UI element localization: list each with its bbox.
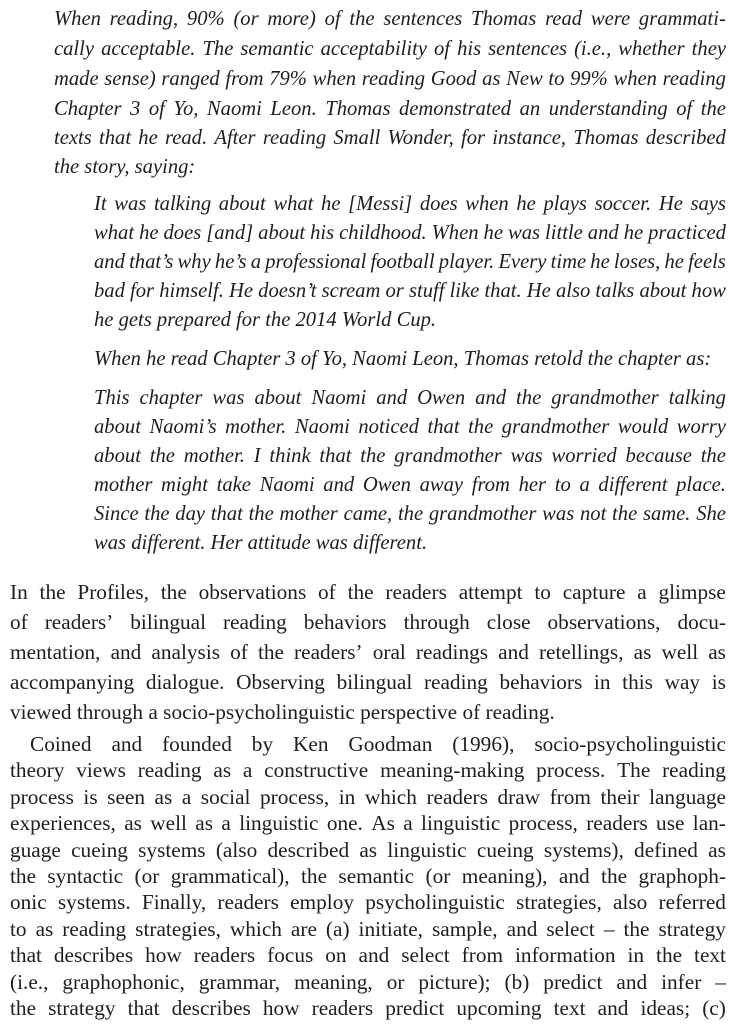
quote-line: This chapter was about Naomi and Owen and the grandmother talking [94, 387, 726, 409]
text-line: the story, saying: [54, 156, 196, 178]
text-line: Chapter 3 of Yo, Naomi Leon. Thomas demonstrated an understanding of the [54, 98, 726, 120]
text-line: mentation, and analysis of the readers’ oral readings and retellings, as well as [10, 640, 726, 664]
text-line: In the Profiles, the observations of the readers attempt to capture a glimpse [10, 580, 726, 604]
quote-line: he gets prepared for the 2014 World Cup. [94, 309, 437, 331]
quote-line: about the mother. I think that the grandmother was worried because the [94, 445, 726, 467]
text-line: experiences, as well as a linguistic one. As a linguistic process, readers use lan- [10, 811, 726, 835]
transition-line: When he read Chapter 3 of Yo, Naomi Leon, Thomas retold the chapter as: [94, 348, 712, 370]
quote-line: It was talking about what he [Messi] does when he plays soccer. He says [94, 193, 726, 215]
text-line: the strategy that describes how readers predict upcoming text and ideas; (c) [10, 996, 726, 1020]
quote-line: and that’s why he’s a professional football player. Every time he loses, he feels [94, 251, 726, 273]
text-line: onic systems. Finally, readers employ psycholinguistic strategies, also referred [10, 890, 726, 914]
text-line: (i.e., graphophonic, grammar, meaning, or picture); (b) predict and infer – [10, 970, 726, 994]
quote-line: about Naomi’s mother. Naomi noticed that the grandmother would worry [94, 416, 726, 438]
text-line: Coined and founded by Ken Goodman (1996), socio-psycholinguistic [30, 732, 726, 756]
quote-line: what he does [and] about his childhood. When he was little and he practiced [94, 222, 726, 244]
quote-line: bad for himself. He doesn’t scream or stuff like that. He also talks about how [94, 280, 726, 302]
text-line: texts that he read. After reading Small Wonder, for instance, Thomas described [54, 127, 726, 149]
text-line: of readers’ bilingual reading behaviors through close observations, docu- [10, 610, 726, 634]
text-line: the syntactic (or grammatical), the semantic (or meaning), and the graphoph- [10, 864, 726, 888]
quote-line: mother might take Naomi and Owen away from her to a different place. [94, 474, 726, 496]
text-line: to as reading strategies, which are (a) initiate, sample, and select – the strategy [10, 917, 726, 941]
quote-line: was different. Her attitude was different. [94, 532, 428, 554]
text-line: process is seen as a social process, in which readers draw from their language [10, 785, 726, 809]
text-line: When reading, 90% (or more) of the sentences Thomas read were grammati- [54, 8, 726, 30]
text-line: cally acceptable. The semantic acceptability of his sentences (i.e., whether they [54, 38, 726, 60]
text-line: accompanying dialogue. Observing bilingual reading behaviors in this way is [10, 670, 726, 694]
quote-line: Since the day that the mother came, the grandmother was not the same. She [94, 503, 726, 525]
text-line: theory views reading as a constructive meaning-making process. The reading [10, 758, 726, 782]
text-line: viewed through a socio-psycholinguistic perspective of reading. [10, 700, 555, 724]
text-line: guage cueing systems (also described as linguistic cueing systems), defined as [10, 838, 726, 862]
text-line: that describes how readers focus on and select from information in the text [10, 943, 726, 967]
text-line: made sense) ranged from 79% when reading Good as New to 99% when reading [54, 68, 726, 90]
